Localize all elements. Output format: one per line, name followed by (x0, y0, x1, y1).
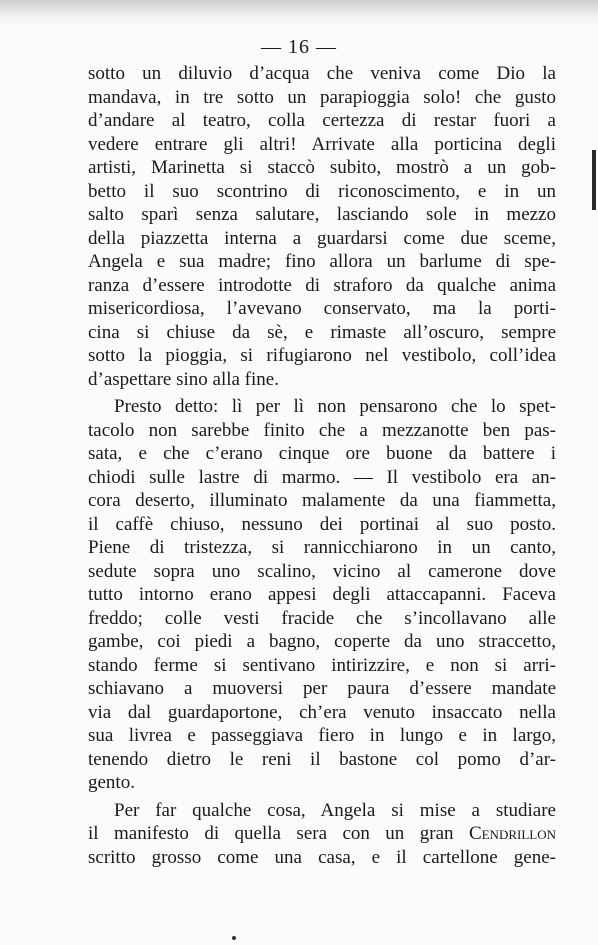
body-text (88, 62, 556, 869)
text-line: tenendo dietro le reni il bastone col pomo d’ar- (88, 748, 556, 770)
paragraph-3 (88, 799, 556, 870)
scan-speck (232, 936, 236, 940)
text-line: stando ferme si sentivano intirizzire, e non si arri- (88, 654, 556, 676)
text-line: Presto detto: lì per lì non pensarono che lo spet- (114, 396, 556, 417)
text-line: freddo; colle vesti fracide che s’incollavano alle (88, 607, 556, 629)
text-line: d’aspettare sino alla fine. (88, 368, 279, 390)
text-line: sotto la pioggia, si rifugiarono nel vestibolo, coll’idea (88, 345, 556, 366)
title-small-caps: Cendrillon (468, 823, 556, 844)
scan-edge-mark (592, 150, 596, 210)
text-line: ranza d’essere introdotte di straforo da qualche anima (88, 274, 556, 296)
text-line: sedute sopra uno scalino, vicino al camerone dove (88, 560, 556, 582)
text-line: sua livrea e passeggiava fiero in lungo e in largo, (88, 725, 556, 746)
text-line: d’andare al teatro, colla certezza di restar fuori a (88, 110, 556, 131)
text-line: tutto intorno erano appesi degli attaccapanni. Faceva (88, 584, 556, 605)
text-line: cora deserto, illuminato malamente da una fiammetta, (88, 490, 556, 511)
text-line: via dal guardaportone, ch’era venuto insaccato nella (88, 701, 556, 723)
text-line: tacolo non sarebbe finito che a mezzanotte ben pas- (88, 419, 556, 441)
text-line: cina si chiuse da sè, e rimaste all’oscuro, sempre (88, 321, 556, 343)
text-line: vedere entrare gli altri! Arrivate alla porticina degli (88, 133, 556, 155)
paragraph-2 (88, 395, 556, 795)
text-segment: il manifesto di quella sera con un gran (88, 823, 469, 844)
text-line: Angela e sua madre; fino allora un barlume di spe- (88, 251, 556, 272)
text-line: Per far qualche cosa, Angela si mise a studiare (114, 799, 556, 821)
text-line: misericordiosa, l’avevano conservato, ma la porti- (88, 298, 556, 319)
page-number: — 16 — (261, 36, 337, 58)
text-line: sotto un diluvio d’acqua che veniva come Dio la (88, 63, 556, 84)
text-line: sata, e che c’erano cinque ore buone da battere i (88, 443, 556, 464)
text-line: Piene di tristezza, si rannicchiarono in un canto, (88, 537, 556, 558)
text-line: salto sparì senza salutare, lasciando sole in mezzo (88, 204, 556, 225)
text-line: gento. (88, 772, 135, 793)
text-line: della piazzetta interna a guardarsi come due sceme, (88, 227, 556, 249)
text-line: mandava, in tre sotto un parapioggia solo! che gusto (88, 86, 556, 108)
text-line: schiavano a muoversi per paura d’essere mandate (88, 678, 556, 699)
scan-shadow (0, 0, 598, 28)
text-line: artisti, Marinetta si staccò subito, mostrò a un gob- (88, 157, 556, 178)
text-line: scritto grosso come una casa, e il cartellone gene- (88, 846, 556, 868)
text-line: gambe, coi piedi a bagno, coperte da uno straccetto, (88, 631, 556, 652)
text-line: betto il suo scontrino di riconoscimento, e in un (88, 180, 556, 202)
text-line: chiodi sulle lastre di marmo. — Il vestibolo era an- (88, 466, 556, 488)
text-line (88, 822, 556, 846)
text-line: il caffè chiuso, nessuno dei portinai al suo posto. (88, 513, 556, 535)
paragraph-1 (88, 62, 556, 391)
